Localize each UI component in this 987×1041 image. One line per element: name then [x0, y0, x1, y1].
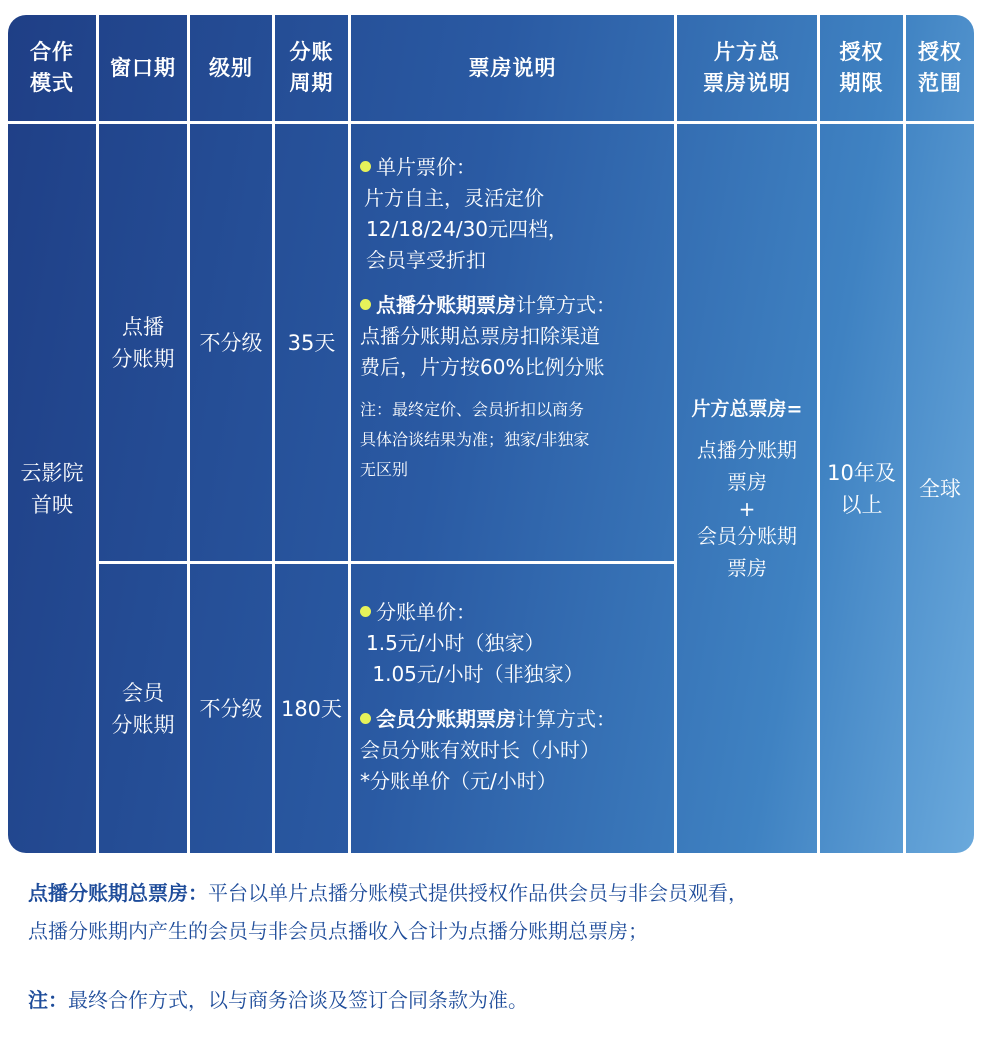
unit-price-title: 分账单价： — [376, 600, 476, 624]
mode-value: 云影院 首映 — [20, 460, 84, 517]
header-desc: 票房说明 — [468, 55, 557, 80]
header-mode: 合作 模式 — [30, 40, 74, 95]
footer-def-text: 平台以单片点播分账模式提供授权作品供会员与非会员观看， — [208, 881, 748, 905]
calc-title-rest: 计算方式： — [516, 293, 616, 317]
note-line: 无区别 — [360, 460, 409, 479]
row2-rating: 不分级 — [199, 696, 263, 721]
footer-note-bold: 注： — [28, 988, 68, 1012]
calc-line: 点播分账期总票房扣除渠道 — [360, 324, 600, 348]
footer-note — [28, 981, 968, 1019]
footer-note-text: 最终合作方式，以与商务洽谈及签订合同条款为准。 — [68, 988, 528, 1012]
calc-title-bold: 会员分账期票房 — [376, 707, 516, 731]
header-period: 分账 周期 — [289, 40, 334, 95]
price-line: 1.5元/小时（独家） — [366, 631, 545, 655]
row2-window: 会员 分账期 — [111, 680, 175, 737]
row2-desc — [360, 597, 670, 797]
calc-line: 费后，片方按60%比例分账 — [360, 355, 605, 379]
row1-period: 35天 — [287, 330, 336, 355]
note-line: 具体洽谈结果为准；独家/非独家 — [360, 430, 590, 449]
row1-window: 点播 分账期 — [111, 314, 175, 371]
bullet-dot-icon — [360, 606, 371, 617]
price-line: 片方自主，灵活定价 — [364, 186, 544, 210]
bullet-dot-icon — [360, 161, 371, 172]
bullet-dot-icon — [360, 713, 371, 724]
header-total: 片方总 票房说明 — [703, 40, 791, 95]
grid-line — [348, 15, 351, 853]
row1-desc — [360, 152, 670, 485]
price-line: 会员享受折扣 — [366, 248, 486, 272]
total-desc — [677, 124, 817, 853]
total-line1: 点播分账期 票房 — [697, 437, 797, 494]
footer-definition — [28, 874, 968, 950]
price-line: 1.05元/小时（非独家） — [366, 662, 584, 686]
note-line: 注：最终定价、会员折扣以商务 — [360, 400, 585, 419]
term-value: 10年及 以上 — [827, 460, 896, 517]
header-rating: 级别 — [209, 55, 253, 80]
row1-rating: 不分级 — [199, 330, 263, 355]
row2-period: 180天 — [280, 696, 343, 721]
total-title: 片方总票房= — [691, 397, 803, 420]
calc-line: *分账单价（元/小时） — [360, 769, 557, 793]
bullet-dot-icon — [360, 299, 371, 310]
calc-line: 会员分账有效时长（小时） — [360, 738, 600, 762]
header-term: 授权 期限 — [839, 40, 884, 95]
calc-title-bold: 点播分账期票房 — [376, 293, 516, 317]
pricing-note — [360, 395, 670, 485]
header-scope: 授权 范围 — [918, 40, 962, 95]
footer-def-bold: 点播分账期总票房： — [28, 881, 208, 905]
calc-title-rest: 计算方式： — [516, 707, 616, 731]
total-plus: + — [738, 496, 756, 521]
total-line2: 会员分账期 票房 — [697, 523, 797, 580]
price-line: 12/18/24/30元四档， — [366, 217, 569, 241]
scope-value: 全球 — [919, 476, 961, 501]
header-window: 窗口期 — [110, 55, 176, 80]
footer-def-text2: 点播分账期内产生的会员与非会员点播收入合计为点播分账期总票房； — [28, 919, 648, 943]
film-cooperation-table — [8, 15, 974, 853]
price-title: 单片票价： — [376, 155, 476, 179]
